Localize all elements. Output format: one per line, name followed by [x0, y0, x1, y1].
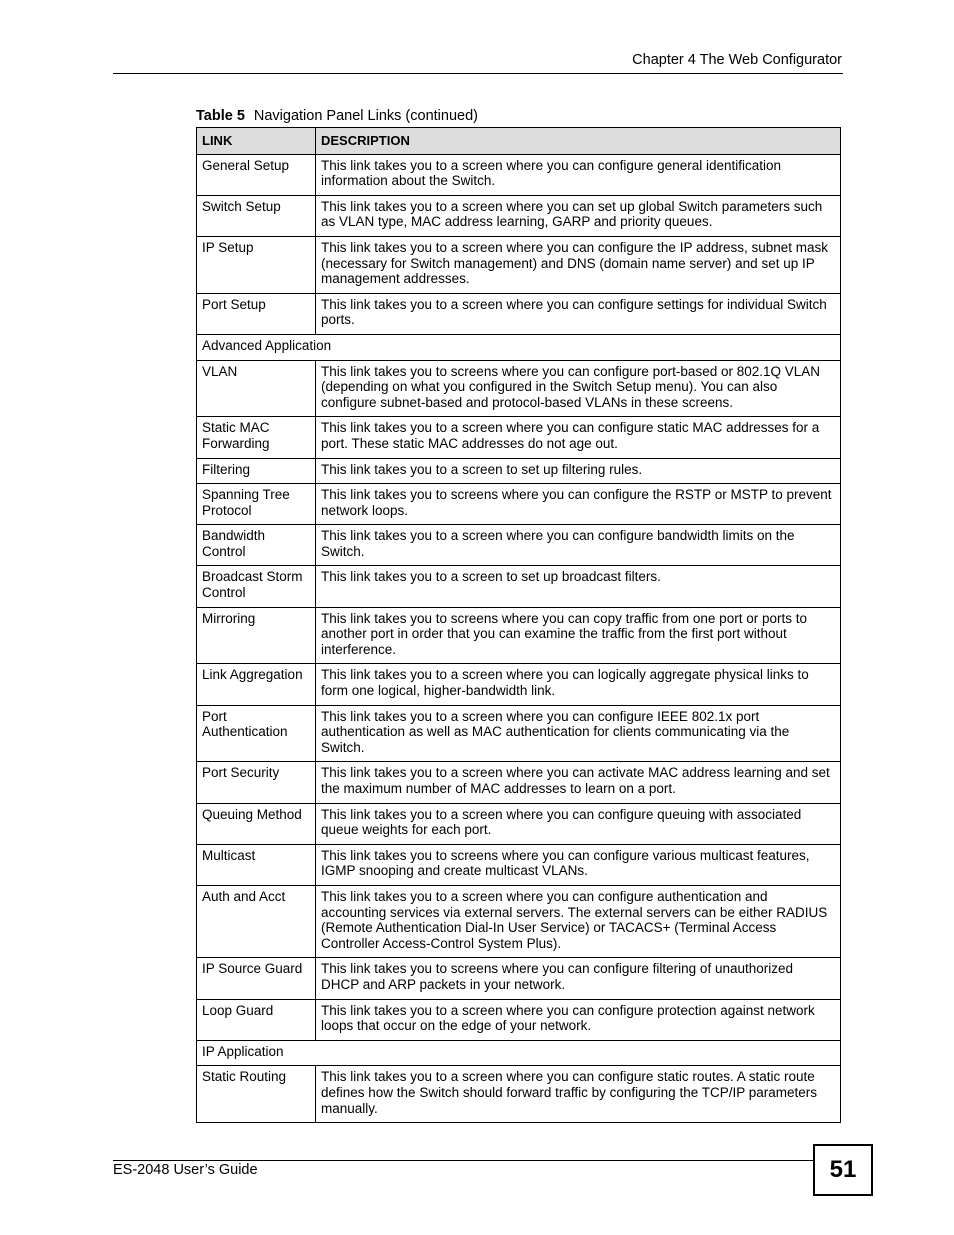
section-row	[197, 1040, 841, 1066]
table-row	[197, 293, 841, 334]
description-cell: This link takes you to screens where you can configure filtering of unauthorized DHCP and ARP packets in your network.	[316, 958, 841, 999]
table-row	[197, 999, 841, 1040]
table-row	[197, 417, 841, 458]
table-title: Navigation Panel Links (continued)	[253, 108, 478, 124]
link-name-cell: Link Aggregation	[197, 664, 316, 705]
table-row	[197, 154, 841, 195]
table-row	[197, 1066, 841, 1123]
description-cell: This link takes you to a screen where you can configure queuing with associated queue weights for each port.	[316, 803, 841, 844]
footer-divider	[113, 1160, 814, 1161]
header-divider	[113, 73, 843, 74]
link-name-cell: Mirroring	[197, 607, 316, 664]
link-name-cell: Multicast	[197, 844, 316, 885]
section-label: IP Application	[197, 1040, 841, 1066]
table-row	[197, 958, 841, 999]
description-cell: This link takes you to a screen to set up filtering rules.	[316, 458, 841, 484]
link-name-cell: Static Routing	[197, 1066, 316, 1123]
description-cell: This link takes you to a screen where you can configure static routes. A static route defines how the Switch should forward traffic by configuring the TCP/IP parameters manually.	[316, 1066, 841, 1123]
link-name-cell: General Setup	[197, 154, 316, 195]
description-cell: This link takes you to screens where you can configure the RSTP or MSTP to prevent network loops.	[316, 484, 841, 525]
section-label: Advanced Application	[197, 334, 841, 360]
link-name-cell: Auth and Acct	[197, 885, 316, 957]
link-name-cell: Queuing Method	[197, 803, 316, 844]
table-row	[197, 844, 841, 885]
page-number: 51	[813, 1144, 873, 1196]
table-row	[197, 664, 841, 705]
link-name-cell: Static MAC Forwarding	[197, 417, 316, 458]
description-cell: This link takes you to a screen where you can configure bandwidth limits on the Switch.	[316, 525, 841, 566]
column-header-link: LINK	[197, 128, 316, 155]
link-name-cell: Switch Setup	[197, 195, 316, 236]
link-name-cell: Broadcast Storm Control	[197, 566, 316, 607]
table-row	[197, 762, 841, 803]
description-cell: This link takes you to screens where you can copy traffic from one port or ports to another port in order that you can examine the traffic from the first port without interference.	[316, 607, 841, 664]
guide-title: ES-2048 User’s Guide	[113, 1162, 258, 1178]
table-header-row	[197, 128, 841, 155]
section-row	[197, 334, 841, 360]
table-row	[197, 236, 841, 293]
table-row	[197, 803, 841, 844]
description-cell: This link takes you to a screen where you can activate MAC address learning and set the maximum number of MAC addresses to learn on a port.	[316, 762, 841, 803]
link-name-cell: Spanning Tree Protocol	[197, 484, 316, 525]
description-cell: This link takes you to a screen where you can configure authentication and accounting services via external servers. The external servers can be either RADIUS (Remote Authentication Dial-In User Service) or TACACS+ (Terminal Access Controller Access-Control System Plus).	[316, 885, 841, 957]
table-row	[197, 525, 841, 566]
link-name-cell: IP Source Guard	[197, 958, 316, 999]
link-name-cell: Bandwidth Control	[197, 525, 316, 566]
description-cell: This link takes you to a screen where you can configure protection against network loops that occur on the edge of your network.	[316, 999, 841, 1040]
table-row	[197, 885, 841, 957]
table-number: Table 5	[196, 108, 245, 124]
chapter-header: Chapter 4 The Web Configurator	[632, 52, 842, 68]
link-name-cell: IP Setup	[197, 236, 316, 293]
link-name-cell: Port Setup	[197, 293, 316, 334]
description-cell: This link takes you to a screen where you can configure IEEE 802.1x port authentication as well as MAC authentication for clients communicating via the Switch.	[316, 705, 841, 762]
description-cell: This link takes you to screens where you can configure port-based or 802.1Q VLAN (depending on what you configured in the Switch Setup menu). You can also configure subnet-based and protocol-based VLANs in these screens.	[316, 360, 841, 417]
link-name-cell: Port Authentication	[197, 705, 316, 762]
table-row	[197, 458, 841, 484]
description-cell: This link takes you to a screen where you can configure the IP address, subnet mask (necessary for Switch management) and DNS (domain name server) and set up IP management addresses.	[316, 236, 841, 293]
description-cell: This link takes you to a screen where you can logically aggregate physical links to form one logical, higher-bandwidth link.	[316, 664, 841, 705]
link-name-cell: Loop Guard	[197, 999, 316, 1040]
table-row	[197, 566, 841, 607]
table-row	[197, 607, 841, 664]
description-cell: This link takes you to a screen where you can set up global Switch parameters such as VLAN type, MAC address learning, GARP and priority queues.	[316, 195, 841, 236]
description-cell: This link takes you to a screen to set up broadcast filters.	[316, 566, 841, 607]
description-cell: This link takes you to a screen where you can configure general identification information about the Switch.	[316, 154, 841, 195]
table-row	[197, 705, 841, 762]
description-cell: This link takes you to a screen where you can configure settings for individual Switch ports.	[316, 293, 841, 334]
description-cell: This link takes you to a screen where you can configure static MAC addresses for a port. These static MAC addresses do not age out.	[316, 417, 841, 458]
table-row	[197, 360, 841, 417]
table-row	[197, 484, 841, 525]
link-name-cell: Port Security	[197, 762, 316, 803]
description-cell: This link takes you to screens where you can configure various multicast features, IGMP snooping and create multicast VLANs.	[316, 844, 841, 885]
table-caption	[196, 108, 478, 124]
link-name-cell: Filtering	[197, 458, 316, 484]
column-header-description: DESCRIPTION	[316, 128, 841, 155]
table-row	[197, 195, 841, 236]
link-name-cell: VLAN	[197, 360, 316, 417]
navigation-links-table	[196, 127, 841, 1123]
